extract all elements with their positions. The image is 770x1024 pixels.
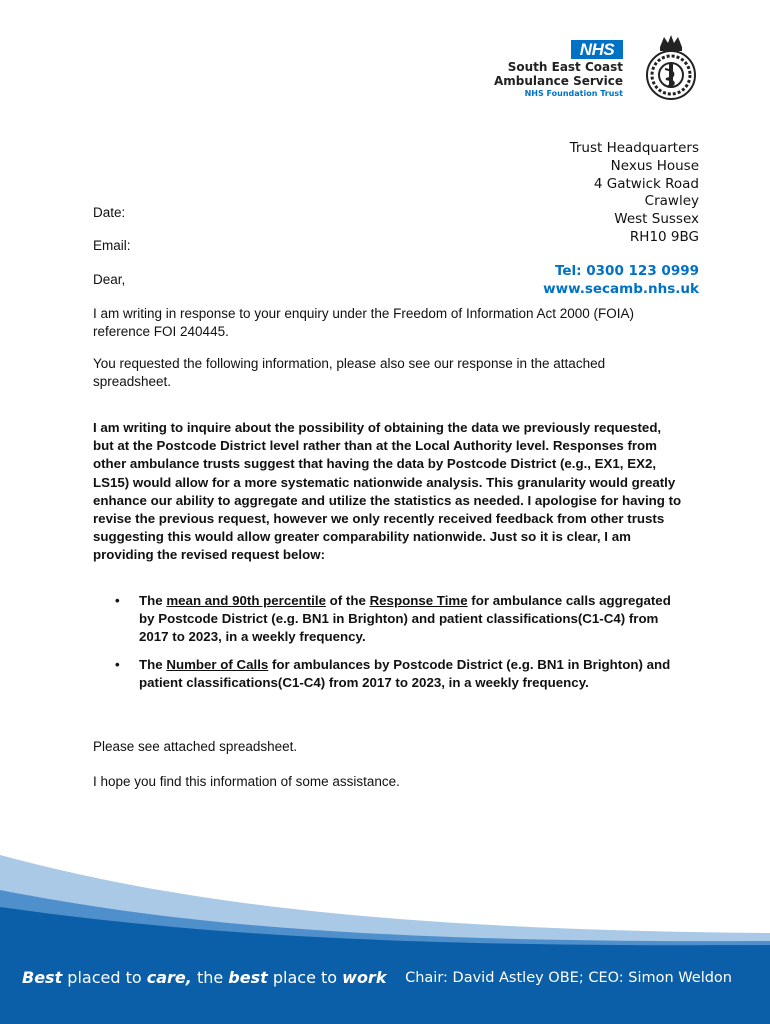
intro-paragraph: I am writing in response to your enquiry under the Freedom of Information Act 2000 (FOIA) reference FOI 240445. (93, 306, 635, 339)
bullet-marker: • (115, 657, 120, 672)
footer-chair-ceo: Chair: David Astley OBE; CEO: Simon Weldon (405, 970, 732, 986)
salutation: Dear, (93, 272, 126, 287)
nhs-logo: NHS (571, 40, 623, 59)
list-item (115, 592, 685, 646)
bullet-text: of the (325, 593, 370, 608)
org-name-line2: Ambulance Service (494, 74, 623, 88)
footer-tagline (22, 968, 386, 987)
address-line: Crawley (644, 193, 699, 210)
contact-block (543, 262, 699, 298)
footer-wave (0, 835, 770, 1024)
date-label: Date: (93, 205, 126, 220)
bullet-marker: • (115, 593, 120, 608)
org-name-line1: South East Coast (507, 60, 623, 74)
address-line: West Sussex (614, 211, 699, 228)
address-line: Nexus House (610, 157, 699, 174)
underlined-term: Response Time (369, 593, 468, 608)
underlined-term: mean and 90th percentile (166, 593, 326, 608)
request-list (115, 592, 685, 702)
org-name (494, 60, 623, 88)
org-subtitle: NHS Foundation Trust (524, 89, 623, 98)
tagline-word: work (342, 968, 387, 987)
email-label: Email: (93, 238, 131, 253)
request-body: I am writing to inquire about the possibility of obtaining the data we previously requested, but at the Postcode District level rather than at the Local Authority level. Responses from other ambulance trusts suggest that having the data by Postcode District (e.g., EX1, EX2, LS15) would allow for a more systematic nationwide analysis. This granularity would greatly enhance our ability to aggregate and utilize the statistics as needed. I apologise for having to revise the previous request, however we only recently received feedback from other trusts suggesting this would allow greater comparability nationwide. Just so it is clear, I am providing the revised request below: (93, 420, 682, 563)
list-item (115, 656, 685, 692)
crest-icon (640, 33, 702, 103)
tagline-word: Best (22, 968, 63, 987)
tagline-text: placed to (62, 968, 147, 987)
bullet-text: The (139, 593, 167, 608)
bullet-text: for ambulances by Postcode District (e.g. BN1 in Brighton) and patient classifications(C1-C4) from 2017 to 2023, in a weekly frequency. (139, 657, 671, 690)
website-link[interactable]: www.secamb.nhs.uk (543, 281, 699, 297)
closing: I hope you find this information of some assistance. (93, 774, 400, 789)
tagline-text: the (191, 968, 229, 987)
tagline-text: place to (267, 968, 343, 987)
see-attached: Please see attached spreadsheet. (93, 739, 298, 754)
tagline-word: care, (146, 968, 192, 987)
bullet-text: The (139, 657, 167, 672)
underlined-term: Number of Calls (166, 657, 269, 672)
bullet-text: for ambulance calls aggregated by Postcode District (e.g. BN1 in Brighton) and patient classifications(C1-C4) from 2017 to 2023, in a weekly frequency. (139, 593, 671, 644)
requested-paragraph: You requested the following information, please also see our response in the attached spreadsheet. (93, 356, 606, 389)
address-block (570, 140, 699, 247)
address-line: 4 Gatwick Road (593, 175, 699, 192)
address-line: Trust Headquarters (569, 140, 699, 156)
tagline-word: best (228, 968, 268, 987)
telephone: Tel: 0300 123 0999 (554, 263, 699, 279)
address-line: RH10 9BG (629, 228, 699, 245)
